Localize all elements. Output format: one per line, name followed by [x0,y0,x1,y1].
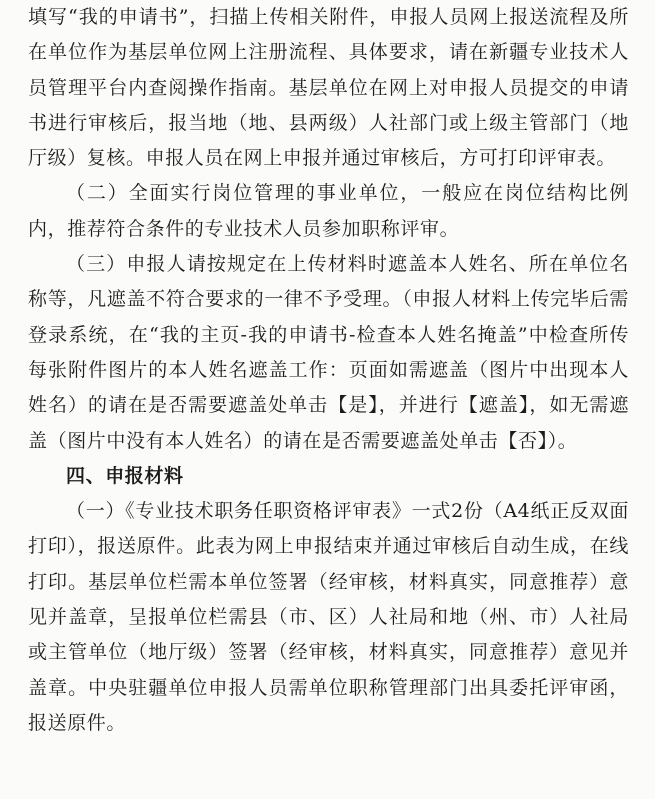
paragraph-item-2: （二）全面实行岗位管理的事业单位，一般应在岗位结构比例内，推荐符合条件的专业技术人员参加职称评审。 [28,182,629,240]
paragraph-item-3: （三）申报人请按规定在上传材料时遮盖本人姓名、所在单位名称等，凡遮盖不符合要求的一律不予受理。（申报人材料上传完毕后需登录系统，在“我的主页-我的申请书-检查本人姓名掩盖”中检查所传每张附件图片的本人姓名遮盖工作：页面如需遮盖（图片中出现本人姓名）的请在是否需要遮盖处单击【是】，并进行【遮盖】，如无需遮盖（图片中没有本人姓名）的请在是否需要遮盖处单击【否】）。 [28,253,629,452]
paragraph-materials-1: （一）《专业技术职务任职资格评审表》一式2份（A4纸正反双面打印），报送原件。此表为网上申报结束并通过审核后自动生成，在线打印。基层单位栏需本单位签署（经审核，材料真实，同意推荐）意见并盖章，呈报单位栏需县（市、区）人社局和地（州、市）人社局或主管单位（地厅级）签署（经审核，材料真实，同意推荐）意见并盖章。中央驻疆单位申报人员需单位职称管理部门出具委托评审函，报送原件。 [28,500,629,734]
section-heading: 四、申报材料 [66,464,184,487]
paragraph-continuation: 填写“我的申请书”，扫描上传相关附件，申报人员网上报送流程及所在单位作为基层单位网上注册流程、具体要求，请在新疆专业技术人员管理平台内查阅操作指南。基层单位在网上对申报人员提交的申请书进行审核后，报当地（地、县两级）人社部门或上级主管部门（地厅级）复核。申报人员在网上申报并通过审核后，方可打印评审表。 [28,6,629,170]
document-body [28,0,629,741]
